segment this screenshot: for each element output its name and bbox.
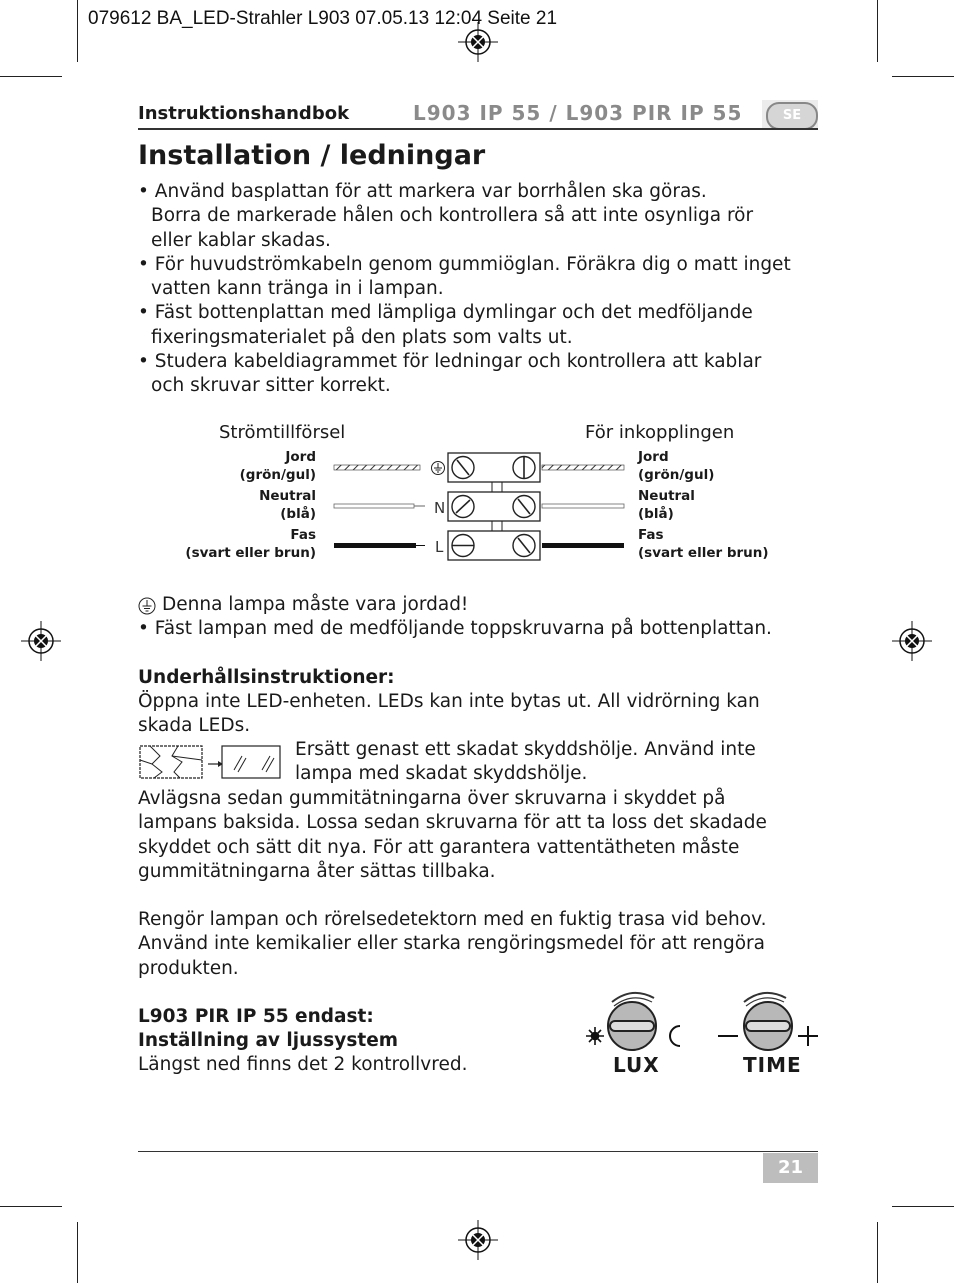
lux-knob-icon (584, 988, 694, 1058)
footer-rule (138, 1151, 818, 1152)
sun-icon (586, 1027, 604, 1045)
neutral-wire-right (542, 504, 624, 508)
registration-mark-icon (892, 621, 932, 661)
print-slug: 079612 BA_LED-Strahler L903 07.05.13 12:04 Seite 21 (88, 8, 558, 29)
pir-text: Längst ned finns det 2 kontrollvred. (138, 1054, 468, 1075)
language-badge: SE (766, 102, 818, 130)
crop-mark (877, 1222, 878, 1283)
maintenance-paragraph-2: Rengör lampan och rörelsedetektorn med en fuktig trasa vid behov. Använd inte kemikalier eller starka rengöringsmedel för att rengöra produkten. (138, 909, 767, 979)
crop-mark (0, 1206, 62, 1207)
earth-symbol-icon (138, 597, 156, 615)
terminal-block-diagram (330, 450, 630, 570)
bullet-item: • Använd basplattan för att markera var borrhålen ska göras. Borra de markerade hålen och kontrollera så att inte osynliga rör eller kablar skadas. (138, 181, 754, 251)
wire-label-phase-left: Fas (svart eller brun) (185, 527, 316, 561)
moon-icon (670, 1026, 680, 1046)
wire-label-phase-right: Fas (svart eller brun) (638, 527, 769, 561)
crop-mark (892, 1206, 954, 1207)
pir-subheading: Inställning av ljussystem (138, 1030, 399, 1051)
wire-label-earth-left: Jord (grön/gul) (239, 449, 316, 483)
crop-mark (877, 0, 878, 62)
bullet-item: • Fäst bottenplattan med lämpliga dymlingar och det medföljande fixeringsmaterialet på den plats som valts ut. (138, 302, 753, 348)
wire-label-earth-right: Jord (grön/gul) (638, 449, 715, 483)
bullet-item: • För huvudströmkabeln genom gummiöglan. Föräkra dig o matt inget vatten kann tränga in i lampan. (138, 253, 791, 300)
header-model-numbers: L903 IP 55 / L903 PIR IP 55 (413, 101, 743, 125)
time-knob-icon (716, 988, 826, 1058)
ground-note: Denna lampa måste vara jordad! (162, 594, 469, 615)
terminal-label-l: L (435, 538, 444, 556)
registration-mark-icon (458, 22, 498, 62)
plus-icon (798, 1026, 818, 1046)
page-number: 21 (763, 1153, 818, 1183)
page-title: Installation / ledningar (138, 140, 486, 171)
header-manual-title: Instruktionshandbok (138, 103, 350, 124)
registration-mark-icon (458, 1220, 498, 1260)
neutral-wire-left (334, 504, 414, 508)
lux-label: LUX (613, 1053, 660, 1077)
crop-mark (892, 76, 954, 77)
crop-mark (0, 76, 62, 77)
replace-cover-note: Ersätt genast ett skadat skyddshölje. Använd inte lampa med skadat skyddshölje. (295, 739, 756, 785)
phase-wire-left (334, 543, 416, 548)
wire-label-neutral-right: Neutral (blå) (638, 488, 695, 522)
crop-mark (77, 1222, 78, 1283)
registration-mark-icon (21, 621, 61, 661)
supply-heading: Strömtillförsel (219, 422, 346, 443)
wire-label-neutral-left: Neutral (blå) (259, 488, 316, 522)
phase-wire-right (542, 543, 624, 548)
fasten-note: • Fäst lampan med de medföljande toppskruvarna på bottenplattan. (138, 618, 772, 639)
crop-mark (77, 0, 78, 62)
damaged-cover-replace-icon (138, 742, 284, 782)
pir-heading: L903 PIR IP 55 endast: (138, 1006, 374, 1027)
time-label: TIME (743, 1053, 802, 1077)
bullet-item: • Studera kabeldiagrammet för ledningar och kontrollera att kablar och skruvar sitter korrekt. (138, 351, 762, 397)
earth-wire-right (542, 465, 624, 470)
header-rule (138, 128, 818, 130)
earth-wire-left (334, 465, 420, 470)
bullet-list (138, 180, 791, 399)
terminal-label-n: N (434, 499, 446, 517)
maintenance-paragraph-1: Avlägsna sedan gummitätningarna över skruvarna i skyddet på lampans baksida. Lossa sedan skruvarna för att ta loss det skadade skyddet och sätt dit nya. För att garantera vattentätheten måste gummitätningarna åter sättas tillbaka. (138, 788, 767, 882)
maintenance-intro: Öppna inte LED-enheten. LEDs kan inte bytas ut. All vidrörning kan skada LEDs. (138, 691, 760, 737)
maintenance-heading: Underhållsinstruktioner: (138, 667, 395, 688)
connection-heading: För inkopplingen (585, 422, 735, 443)
